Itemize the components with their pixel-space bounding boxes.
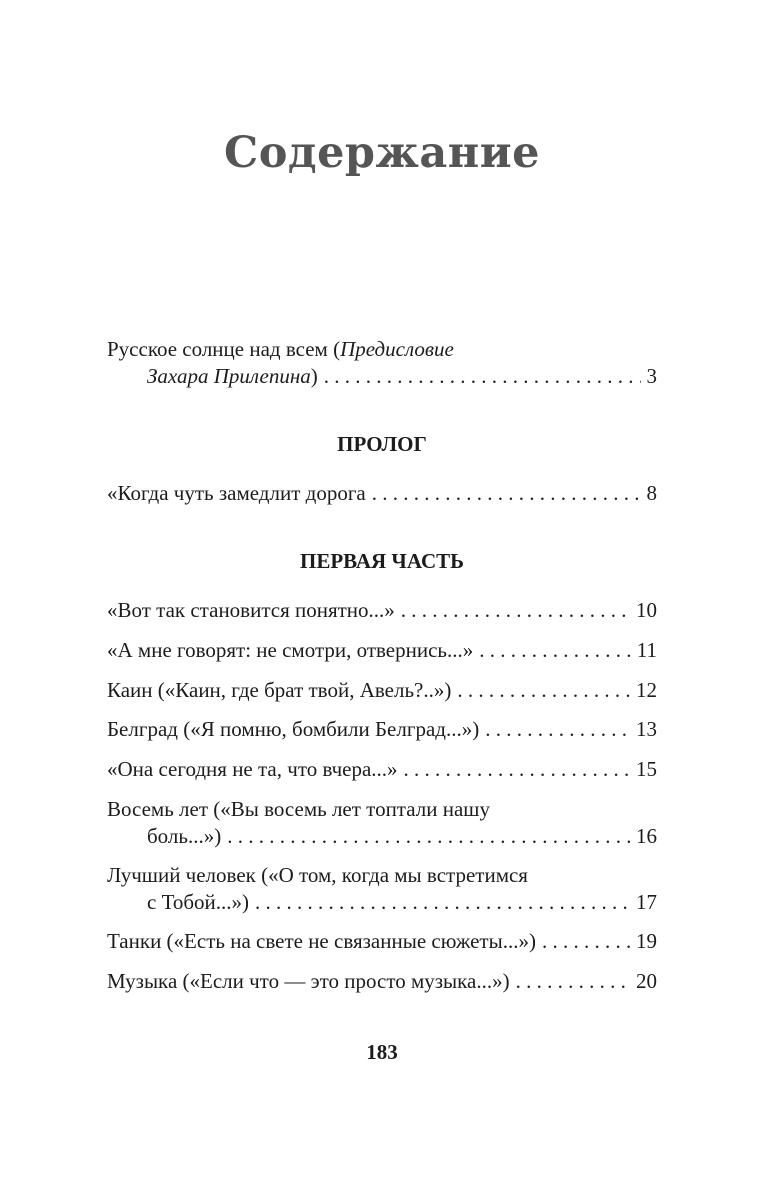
toc-page-number: 13 [636,717,657,741]
dot-leader [401,597,630,624]
toc-entry[interactable] [107,637,657,664]
toc-entry-preface[interactable] [107,336,657,390]
toc-entry-text: с Тобой...») [147,890,249,914]
toc-entry-text: «А мне говорят: не смотри, отвернись...» [107,638,474,662]
dot-leader [457,677,630,704]
toc-page-number: 12 [636,678,657,702]
toc-entry[interactable] [107,968,657,995]
dot-leader [227,823,630,850]
toc-entry-italic: Захара Прилепина [147,364,311,388]
dot-leader [479,637,631,664]
page-title: Содержание [224,128,540,178]
toc-entry-text: Танки («Есть на свете не связанные сюжеты...») [107,929,536,953]
toc-page-number: 16 [636,824,657,848]
dot-leader [516,968,630,995]
toc-page-number: 17 [636,890,657,914]
toc-page-number: 3 [646,364,657,388]
dot-leader [485,716,630,743]
section-heading-prologue: ПРОЛОГ [337,432,427,456]
toc-entry[interactable] [107,677,657,704]
dot-leader [255,889,630,916]
toc-entry-text: «Она сегодня не та, что вчера...» [107,757,398,781]
dot-leader [542,928,630,955]
toc-entry-text: Лучший человек («О том, когда мы встретимся [107,863,528,887]
toc-entry-italic: Предисловие [340,337,454,361]
toc-entry[interactable] [107,928,657,955]
section-heading-part1: ПЕРВАЯ ЧАСТЬ [299,549,465,573]
toc-entry-text: «Вот так становится понятно...» [107,598,395,622]
toc-entry-text: ) [310,364,318,388]
toc-page-number: 11 [636,638,657,662]
toc-entry-text: Каин («Каин, где брат твой, Авель?..») [107,678,452,702]
toc-page-number: 19 [636,929,657,953]
page-number: 183 [366,1040,398,1064]
toc-entry-text: Музыка («Если что — это просто музыка...») [107,969,510,993]
dot-leader [404,756,630,783]
toc-entry[interactable] [107,597,657,624]
dot-leader [324,363,641,390]
toc-entry-text: «Когда чуть замедлит дорога [107,481,366,505]
toc-entry-text: Русское солнце над всем ( [107,337,341,361]
toc-entry[interactable] [107,756,657,783]
dot-leader [372,480,641,507]
toc-entry-text: боль...») [147,824,222,848]
toc-page-number: 8 [646,481,657,505]
toc-page-number: 15 [636,757,657,781]
toc-entry-text: Белград («Я помню, бомбили Белград...») [107,717,480,741]
toc-entry[interactable] [107,796,657,850]
toc-page-number: 10 [636,598,657,622]
toc-entry-text: Восемь лет («Вы восемь лет топтали нашу [107,797,490,821]
toc-entry[interactable] [107,716,657,743]
toc-page-number: 20 [636,969,657,993]
toc-entry[interactable] [107,862,657,916]
toc-entry[interactable] [107,480,657,507]
